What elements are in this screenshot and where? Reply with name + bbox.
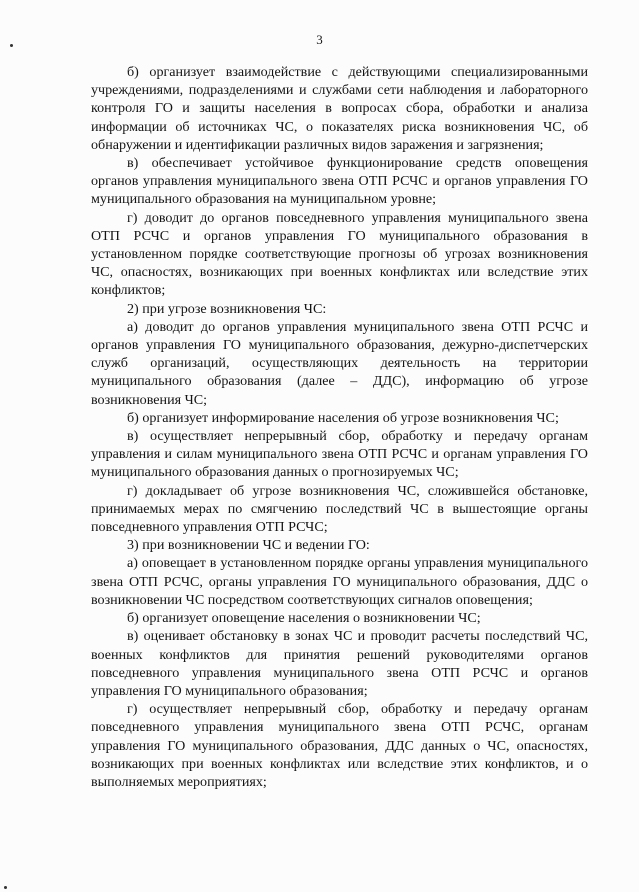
scan-speck (4, 886, 7, 889)
section-heading: 3) при возникновении ЧС и ведении ГО: (127, 537, 370, 554)
paragraph: г) доводит до органов повседневного управления муниципального звена ОТП РСЧС и органов управления ГО муниципального образования в установленном порядке соответствующие прогнозы об угрозах возникновения ЧС, опасностях, возникающих при военных конфликтах или вследствие этих конфликтов; (91, 209, 588, 299)
paragraph: в) оценивает обстановку в зонах ЧС и проводит расчеты последствий ЧС, военных конфликтов для принятия решений руководителями органов повседневного управления муниципального звена ОТП РСЧС и органов управления ГО муниципального образования; (91, 628, 588, 699)
paragraph: б) организует информирование населения об угрозе возникновения ЧС; (127, 409, 559, 426)
paragraph: в) осуществляет непрерывный сбор, обработку и передачу органам управления и силам муниципального звена ОТП РСЧС и органам управления ГО муниципального образования данных о прогнозируемых ЧС; (91, 428, 588, 481)
paragraph: а) доводит до органов управления муниципального звена ОТП РСЧС и органов управления ГО муниципального образования, дежурно-диспетчерских служб организаций, осуществляющих деятельность на территории муниципального образования (далее – ДДС), информацию об угрозе возникновения ЧС; (91, 318, 588, 408)
page-number: 3 (316, 32, 323, 47)
paragraph: в) обеспечивает устойчивое функционирование средств оповещения органов управления муниципального звена ОТП РСЧС и органов управления ГО муниципального образования на муниципальном уровне; (91, 155, 588, 208)
paragraph: г) докладывает об угрозе возникновения ЧС, сложившейся обстановке, принимаемых мерах по смягчению последствий ЧС в вышестоящие органы повседневного управления ОТП РСЧС; (91, 482, 588, 536)
paragraph: б) организует оповещение населения о возникновении ЧС; (127, 610, 481, 627)
document-body (91, 63, 588, 791)
section-heading: 2) при угрозе возникновения ЧС: (127, 300, 327, 317)
paragraph: г) осуществляет непрерывный сбор, обработку и передачу органам повседневного управления муниципального звена ОТП РСЧС, органам управления ГО муниципального образования, ДДС данных о ЧС, опасностях, возникающих при военных конфликтах или вследствие этих конфликтов, и о выполняемых мероприятиях; (91, 701, 588, 790)
paragraph: а) оповещает в установленном порядке органы управления муниципального звена ОТП РСЧС, органы управления ГО муниципального образования, ДДС о возникновении ЧС посредством соответствующих сигналов оповещения; (91, 555, 588, 608)
paragraph: б) организует взаимодействие с действующими специализированными учреждениями, подразделениями и службами сети наблюдения и лабораторного контроля ГО и защиты населения в вопросах сбора, обработки и анализа информации об источниках ЧС, о показателях риска возникновения ЧС, об обнаружении и идентификации различных видов заражения и загрязнения; (91, 64, 588, 153)
